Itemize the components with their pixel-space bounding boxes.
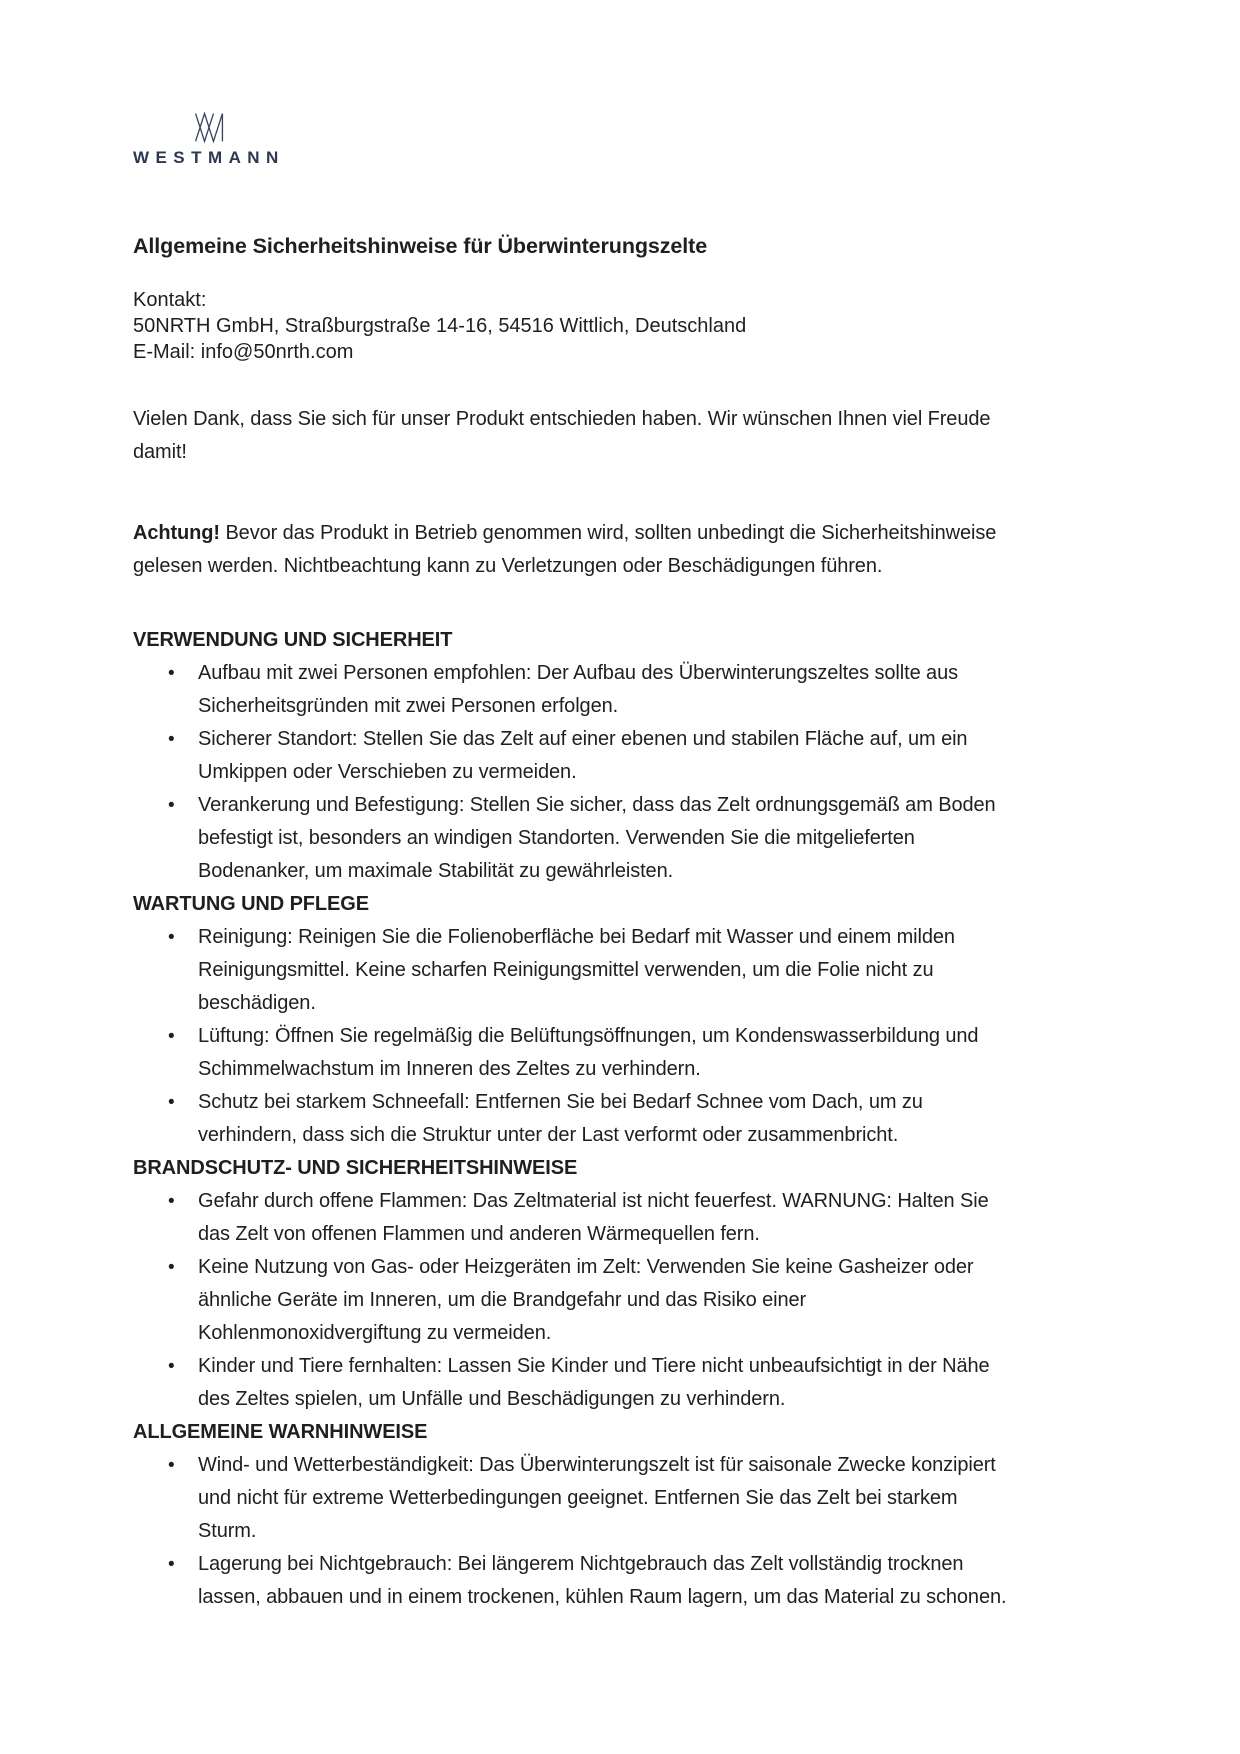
bullet-dot-icon: • [168, 663, 175, 684]
bullet-list [133, 1185, 1107, 1416]
section-wartung-und-pflege [133, 888, 1107, 1152]
bullet-item [133, 789, 1107, 888]
section-heading: ALLGEMEINE WARNHINWEISE [133, 1421, 428, 1443]
bullet-item [133, 921, 1107, 1020]
bullet-item [133, 1086, 1107, 1152]
bullet-item [133, 657, 1107, 723]
bullet-item [133, 1020, 1107, 1086]
bullet-item [133, 1185, 1107, 1251]
contact-block [133, 287, 1107, 365]
bullet-text: Lagerung bei Nichtgebrauch: Bei längerem Nichtgebrauch das Zelt vollständig trocknen lassen, abbauen und in einem trockenen, kühlen Raum lagern, um das Material zu schonen. [198, 1553, 1007, 1608]
bullet-text: Aufbau mit zwei Personen empfohlen: Der Aufbau des Überwinterungszeltes sollte aus Sicherheitsgründen mit zwei Personen erfolgen. [198, 662, 959, 717]
section-allgemeine-warnhinweise [133, 1416, 1107, 1614]
bullet-dot-icon: • [168, 1356, 175, 1377]
bullet-list [133, 921, 1107, 1152]
document-title: Allgemeine Sicherheitshinweise für Überwinterungszelte [133, 234, 708, 258]
bullet-dot-icon: • [168, 1191, 175, 1212]
bullet-item [133, 723, 1107, 789]
section-heading: VERWENDUNG UND SICHERHEIT [133, 629, 453, 651]
contact-label: Kontakt: [133, 289, 207, 311]
bullet-text: Lüftung: Öffnen Sie regelmäßig die Belüftungsöffnungen, um Kondenswasserbildung und Schimmelwachstum im Inneren des Zeltes zu verhindern. [198, 1025, 979, 1080]
bullet-text: Kinder und Tiere fernhalten: Lassen Sie Kinder und Tiere nicht unbeaufsichtigt in der Nähe des Zeltes spielen, um Unfälle und Beschädigungen zu verhindern. [198, 1355, 990, 1410]
bullet-item [133, 1449, 1107, 1548]
bullet-list [133, 1449, 1107, 1614]
mw-monogram-icon [189, 110, 229, 144]
bullet-text: Verankerung und Befestigung: Stellen Sie sicher, dass das Zelt ordnungsgemäß am Boden befestigt ist, besonders an windigen Standorten. Verwenden Sie die mitgelieferten Bodenanker, um maximale Stabilität zu gewährleisten. [198, 794, 996, 882]
bullet-text: Gefahr durch offene Flammen: Das Zeltmaterial ist nicht feuerfest. WARNUNG: Halten Sie das Zelt von offenen Flammen und anderen Wärmequellen fern. [198, 1190, 989, 1245]
bullet-dot-icon: • [168, 795, 175, 816]
bullet-item [133, 1251, 1107, 1350]
section-brandschutz-und-sicherheitshinweise [133, 1152, 1107, 1416]
section-heading: WARTUNG UND PFLEGE [133, 893, 369, 915]
bullet-item [133, 1548, 1107, 1614]
bullet-dot-icon: • [168, 1026, 175, 1047]
bullet-dot-icon: • [168, 927, 175, 948]
bullet-list [133, 657, 1107, 888]
contact-address: 50NRTH GmbH, Straßburgstraße 14-16, 54516 Wittlich, Deutschland [133, 315, 747, 337]
bullet-text: Wind- und Wetterbeständigkeit: Das Überwinterungszelt ist für saisonale Zwecke konzipiert und nicht für extreme Wetterbedingungen geeignet. Entfernen Sie das Zelt bei starkem Sturm. [198, 1454, 996, 1542]
brand-wordmark: WESTMANN [133, 148, 285, 167]
westmann-logo [133, 110, 285, 168]
contact-email: E-Mail: info@50nrth.com [133, 341, 354, 363]
bullet-text: Reinigung: Reinigen Sie die Folienoberfläche bei Bedarf mit Wasser und einem milden Reinigungsmittel. Keine scharfen Reinigungsmittel verwenden, um die Folie nicht zu beschädigen. [198, 926, 955, 1014]
attention-lead: Achtung! [133, 522, 220, 544]
bullet-dot-icon: • [168, 1257, 175, 1278]
section-heading: BRANDSCHUTZ- UND SICHERHEITSHINWEISE [133, 1157, 578, 1179]
bullet-text: Schutz bei starkem Schneefall: Entfernen Sie bei Bedarf Schnee vom Dach, um zu verhindern, dass sich die Struktur unter der Last verformt oder zusammenbricht. [198, 1091, 923, 1146]
attention-text: Bevor das Produkt in Betrieb genommen wird, sollten unbedingt die Sicherheitshinweise gelesen werden. Nichtbeachtung kann zu Verletzungen oder Beschädigungen führen. [133, 522, 997, 577]
bullet-item [133, 1350, 1107, 1416]
attention-paragraph [133, 517, 1013, 583]
bullet-dot-icon: • [168, 1092, 175, 1113]
bullet-dot-icon: • [168, 1554, 175, 1575]
bullet-dot-icon: • [168, 729, 175, 750]
section-verwendung-und-sicherheit [133, 624, 1107, 888]
bullet-dot-icon: • [168, 1455, 175, 1476]
bullet-text: Keine Nutzung von Gas- oder Heizgeräten im Zelt: Verwenden Sie keine Gasheizer oder ähnliche Geräte im Inneren, um die Brandgefahr und das Risiko einer Kohlenmonoxidvergiftung zu vermeiden. [198, 1256, 974, 1344]
intro-paragraph: Vielen Dank, dass Sie sich für unser Produkt entschieden haben. Wir wünschen Ihnen viel Freude damit! [133, 408, 991, 463]
bullet-text: Sicherer Standort: Stellen Sie das Zelt auf einer ebenen und stabilen Fläche auf, um ein Umkippen oder Verschieben zu vermeiden. [198, 728, 968, 783]
